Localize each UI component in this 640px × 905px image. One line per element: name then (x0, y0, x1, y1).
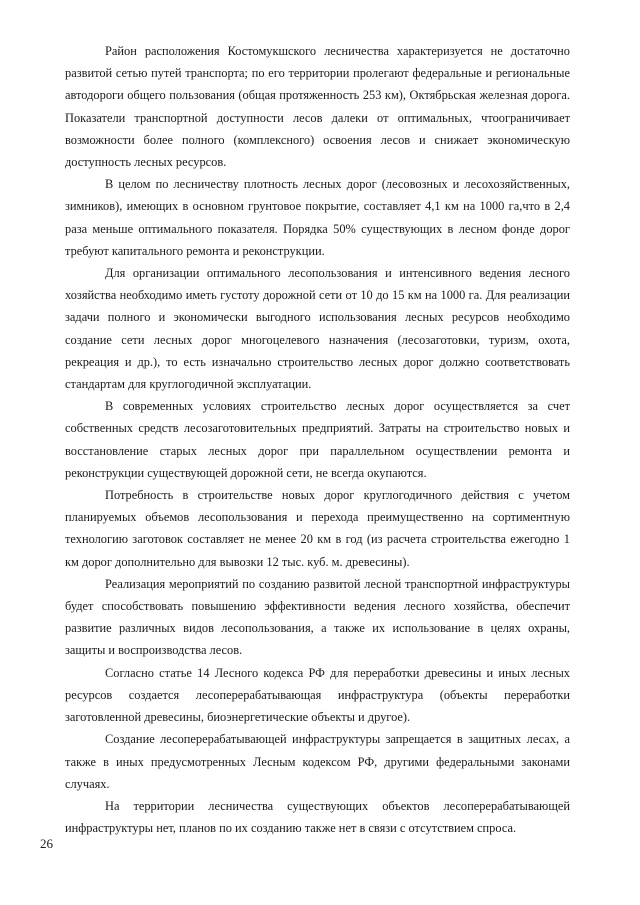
paragraph: Реализация мероприятий по созданию развитой лесной транспортной инфраструктуры будет способствовать повышению эффективности ведения лесного хозяйства, обеспечит развитие различных видов лесопользования, а также их использование в целях охраны, защиты и воспроизводства лесов. (65, 576, 570, 658)
paragraph: На территории лесничества существующих объектов лесоперерабатывающей инфраструктуры нет, планов по их созданию также нет в связи с отсутствием спроса. (65, 798, 570, 836)
paragraph: В современных условиях строительство лесных дорог осуществляется за счет собственных средств лесозаготовительных предприятий. Затраты на строительство новых и восстановление старых лесных дорог при параллельном осуществлении ремонта и реконструкции существующей дорожной сети, не всегда окупаются. (65, 399, 570, 480)
document-body (65, 40, 570, 839)
paragraph: В целом по лесничеству плотность лесных дорог (лесовозных и лесохозяйственных, зимников), имеющих в основном грунтовое покрытие, составляет 4,1 км на 1000 га,что в 2,4 раза меньше оптимального показателя. Порядка 50% существующих в лесном фонде дорог требуют капитального ремонта и реконструкции. (65, 177, 570, 258)
page-number: 26 (40, 836, 53, 851)
paragraph: Потребность в строительстве новых дорог круглогодичного действия с учетом планируемых объемов лесопользования и перехода преимущественно на сортиментную технологию заготовок составляет не менее 20 км в год (из расчета строительства ежегодно 1 км дорог дополнительно для вывозки 12 тыс. куб. м. древесины). (65, 488, 570, 569)
paragraph: Для организации оптимального лесопользования и интенсивного ведения лесного хозяйства необходимо иметь густоту дорожной сети от 10 до 15 км на 1000 га. Для реализации задачи полного и экономически выгодного использования лесных ресурсов необходимо создание сети лесных дорог многоцелевого назначения (лесозаготовки, туризм, охота, рекреация и др.), то есть изначально строительство лесных дорог должно соответствовать стандартам для круглогодичной эксплуатации. (65, 266, 570, 392)
paragraph: Район расположения Костомукшского лесничества характеризуется не достаточно развитой сетью путей транспорта; по его территории пролегают федеральные и региональные автодороги общего пользования (общая протяженность 253 км), Октябрьская железная дорога. Показатели транспортной доступности лесов далеки от оптимальных, чтоограничивает возможности более полного (комплексного) освоения лесов и снижает экономическую доступность лесных ресурсов. (65, 44, 570, 170)
paragraph: Согласно статье 14 Лесного кодекса РФ для переработки древесины и иных лесных ресурсов создается лесоперерабатывающая инфраструктура (объекты переработки заготовленной древесины, биоэнергетические объекты и другое). (65, 665, 570, 725)
paragraph: Создание лесоперерабатывающей инфраструктуры запрещается в защитных лесах, а также в иных предусмотренных Лесным кодексом РФ, другими федеральными законами случаях. (65, 732, 570, 791)
